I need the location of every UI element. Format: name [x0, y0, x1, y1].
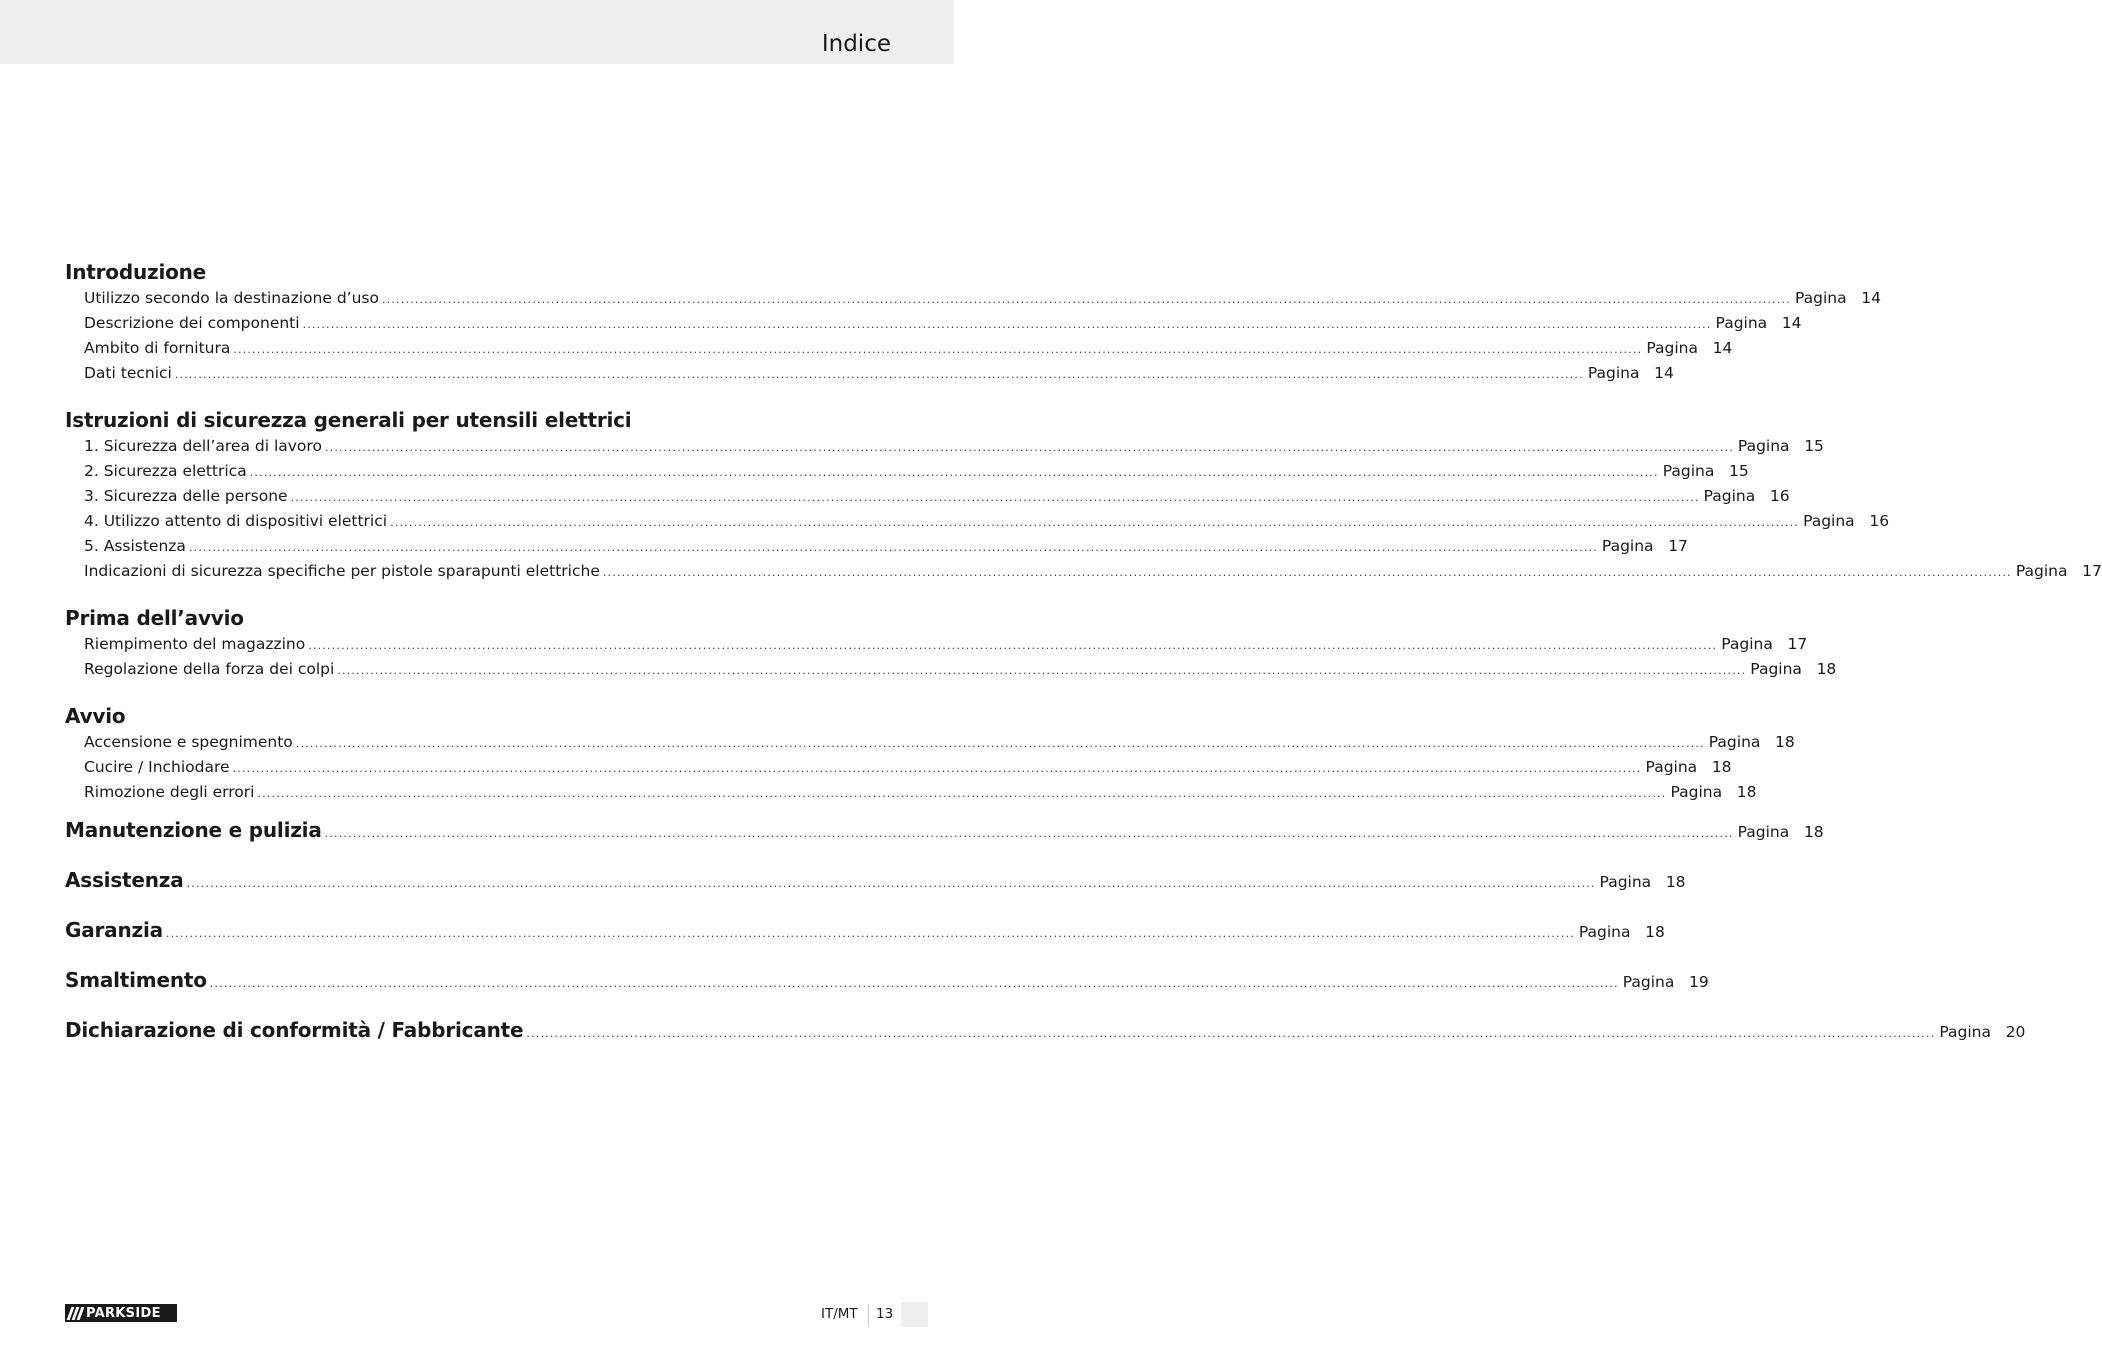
page-word: Pagina: [1670, 783, 1723, 801]
leader-dots: ............................................................................................................................................................................................................................................................................................................: [209, 977, 1619, 990]
toc-section-introduzione: [65, 259, 1881, 386]
footer-divider: [868, 1304, 869, 1326]
leader-dots: ............................................................................................................................................................................................................................................................................................................: [188, 541, 1598, 554]
toc-entry[interactable]: [65, 286, 1881, 311]
page-word: Pagina: [1708, 733, 1761, 751]
page-word: Pagina: [1803, 512, 1855, 530]
entry-label: 1. Sicurezza dell’area di lavoro: [84, 437, 322, 455]
toc-section-prima-avvio: [65, 605, 1837, 682]
page-number: 17: [1668, 537, 1688, 555]
page-number: 16: [1869, 512, 1890, 530]
page-word: Pagina: [1721, 635, 1773, 653]
parkside-logo: [65, 1304, 177, 1322]
toc-entry[interactable]: [65, 336, 1733, 361]
footer-tab-box: [901, 1302, 928, 1327]
entry-label: Descrizione dei componenti: [84, 314, 300, 332]
entry-label: 5. Assistenza: [84, 537, 186, 555]
page-word: Pagina: [1601, 537, 1654, 555]
toc-entry[interactable]: [65, 730, 1795, 755]
entry-label: Utilizzo secondo la destinazione d’uso: [84, 289, 379, 307]
entry-label: 4. Utilizzo attento di dispositivi elettrici: [84, 512, 388, 530]
page-word: Pagina: [1750, 660, 1802, 678]
toc-entry[interactable]: [65, 755, 1732, 780]
leader-dots: ............................................................................................................................................................................................................................................................................................................: [174, 368, 1584, 381]
page-word: Pagina: [1737, 823, 1790, 841]
leader-dots: ............................................................................................................................................................................................................................................................................................................: [290, 491, 1700, 504]
leader-dots: ............................................................................................................................................................................................................................................................................................................: [232, 762, 1642, 775]
page-number: 18: [1803, 823, 1824, 841]
toc-major-entry[interactable]: [65, 867, 1686, 917]
entry-label: Cucire / Inchiodare: [84, 758, 230, 776]
page-number: 18: [1711, 758, 1732, 776]
page-title: Indice: [821, 31, 891, 57]
leader-dots: ............................................................................................................................................................................................................................................................................................................: [302, 318, 1712, 331]
toc-entry[interactable]: [65, 632, 1808, 657]
page-number: 19: [1689, 973, 1709, 991]
leader-dots: ............................................................................................................................................................................................................................................................................................................: [165, 927, 1575, 940]
page-word: Pagina: [1645, 758, 1698, 776]
page-number: 14: [1861, 289, 1881, 307]
toc-entry[interactable]: [65, 311, 1802, 336]
table-of-contents: [65, 259, 2102, 1067]
toc-major-entry[interactable]: [65, 817, 1824, 867]
entry-label: Riempimento del magazzino: [84, 635, 306, 653]
toc-entry[interactable]: [65, 484, 1790, 509]
page-word: Pagina: [1715, 314, 1768, 332]
leader-dots: ............................................................................................................................................................................................................................................................................................................: [249, 466, 1659, 479]
page-word: Pagina: [1587, 364, 1640, 382]
logo-text: PARKSIDE: [86, 1305, 161, 1321]
page-word: Pagina: [1622, 973, 1675, 991]
entry-label: Rimozione degli errori: [84, 783, 255, 801]
toc-major-entry[interactable]: [65, 967, 1709, 1017]
section-title: Introduzione: [65, 260, 207, 284]
leader-dots: ............................................................................................................................................................................................................................................................................................................: [233, 343, 1643, 356]
page-number: 15: [1728, 462, 1749, 480]
toc-entry[interactable]: [65, 780, 1757, 805]
page-number: 17: [2082, 562, 2102, 580]
page-word: Pagina: [1599, 873, 1652, 891]
leader-dots: ............................................................................................................................................................................................................................................................................................................: [308, 639, 1718, 652]
toc-entry[interactable]: [65, 534, 1688, 559]
entry-label: 3. Sicurezza delle persone: [84, 487, 288, 505]
toc-entry[interactable]: [65, 509, 1890, 534]
locale-label: IT/MT: [821, 1306, 858, 1322]
toc-section-istruzioni-sicurezza: [65, 407, 2102, 584]
page-number: 18: [1736, 783, 1757, 801]
entry-label: Dati tecnici: [84, 364, 172, 382]
page-number: 16: [1769, 487, 1790, 505]
section-title: Prima dell’avvio: [65, 606, 244, 630]
header-bar: [0, 0, 954, 64]
section-title: Manutenzione e pulizia: [65, 818, 322, 842]
leader-dots: ............................................................................................................................................................................................................................................................................................................: [257, 787, 1667, 800]
page-word: Pagina: [1662, 462, 1715, 480]
page-word: Pagina: [1939, 1023, 1991, 1041]
leader-dots: ............................................................................................................................................................................................................................................................................................................: [381, 293, 1791, 306]
toc-entry[interactable]: [65, 559, 2102, 584]
page-number: 18: [1775, 733, 1795, 751]
page-word: Pagina: [1794, 289, 1847, 307]
page-word: Pagina: [1646, 339, 1698, 357]
page-number: 18: [1645, 923, 1665, 941]
section-title: Smaltimento: [65, 968, 207, 992]
leader-dots: ............................................................................................................................................................................................................................................................................................................: [526, 1027, 1936, 1040]
leader-dots: ............................................................................................................................................................................................................................................................................................................: [324, 441, 1734, 454]
page-number: 17: [1787, 635, 1808, 653]
page-number-footer: 13: [876, 1306, 894, 1322]
page-number: 18: [1816, 660, 1837, 678]
toc-section-avvio: [65, 703, 1795, 805]
page-number: 14: [1654, 364, 1674, 382]
page-number: 14: [1712, 339, 1733, 357]
leader-dots: ............................................................................................................................................................................................................................................................................................................: [324, 827, 1734, 840]
page-word: Pagina: [1737, 437, 1790, 455]
page-word: Pagina: [1703, 487, 1756, 505]
toc-entry[interactable]: [65, 434, 1824, 459]
page-word: Pagina: [1578, 923, 1631, 941]
leader-dots: ............................................................................................................................................................................................................................................................................................................: [390, 516, 1800, 529]
leader-dots: ............................................................................................................................................................................................................................................................................................................: [295, 737, 1705, 750]
page-number: 18: [1665, 873, 1686, 891]
page-number: 14: [1781, 314, 1802, 332]
page-number: 20: [2005, 1023, 2026, 1041]
section-title: Assistenza: [65, 868, 184, 892]
logo-stripes-icon: [65, 1307, 86, 1320]
toc-major-entry[interactable]: [65, 917, 1665, 967]
toc-entry[interactable]: [65, 657, 1837, 682]
entry-label: Indicazioni di sicurezza specifiche per pistole sparapunti elettriche: [84, 562, 600, 580]
entry-label: 2. Sicurezza elettrica: [84, 462, 247, 480]
leader-dots: ............................................................................................................................................................................................................................................................................................................: [186, 877, 1596, 890]
entry-label: Ambito di fornitura: [84, 339, 231, 357]
entry-label: Regolazione della forza dei colpi: [84, 660, 335, 678]
section-title: Dichiarazione di conformità / Fabbricante: [65, 1018, 524, 1042]
leader-dots: ............................................................................................................................................................................................................................................................................................................: [602, 566, 2012, 579]
toc-entry[interactable]: [65, 361, 1674, 386]
section-title: Avvio: [65, 704, 126, 728]
leader-dots: ............................................................................................................................................................................................................................................................................................................: [337, 664, 1747, 677]
section-title: Istruzioni di sicurezza generali per utensili elettrici: [65, 408, 632, 432]
toc-major-entry[interactable]: [65, 1017, 2026, 1067]
page-word: Pagina: [2015, 562, 2068, 580]
section-title: Garanzia: [65, 918, 163, 942]
toc-entry[interactable]: [65, 459, 1749, 484]
page-number: 15: [1804, 437, 1824, 455]
entry-label: Accensione e spegnimento: [84, 733, 293, 751]
